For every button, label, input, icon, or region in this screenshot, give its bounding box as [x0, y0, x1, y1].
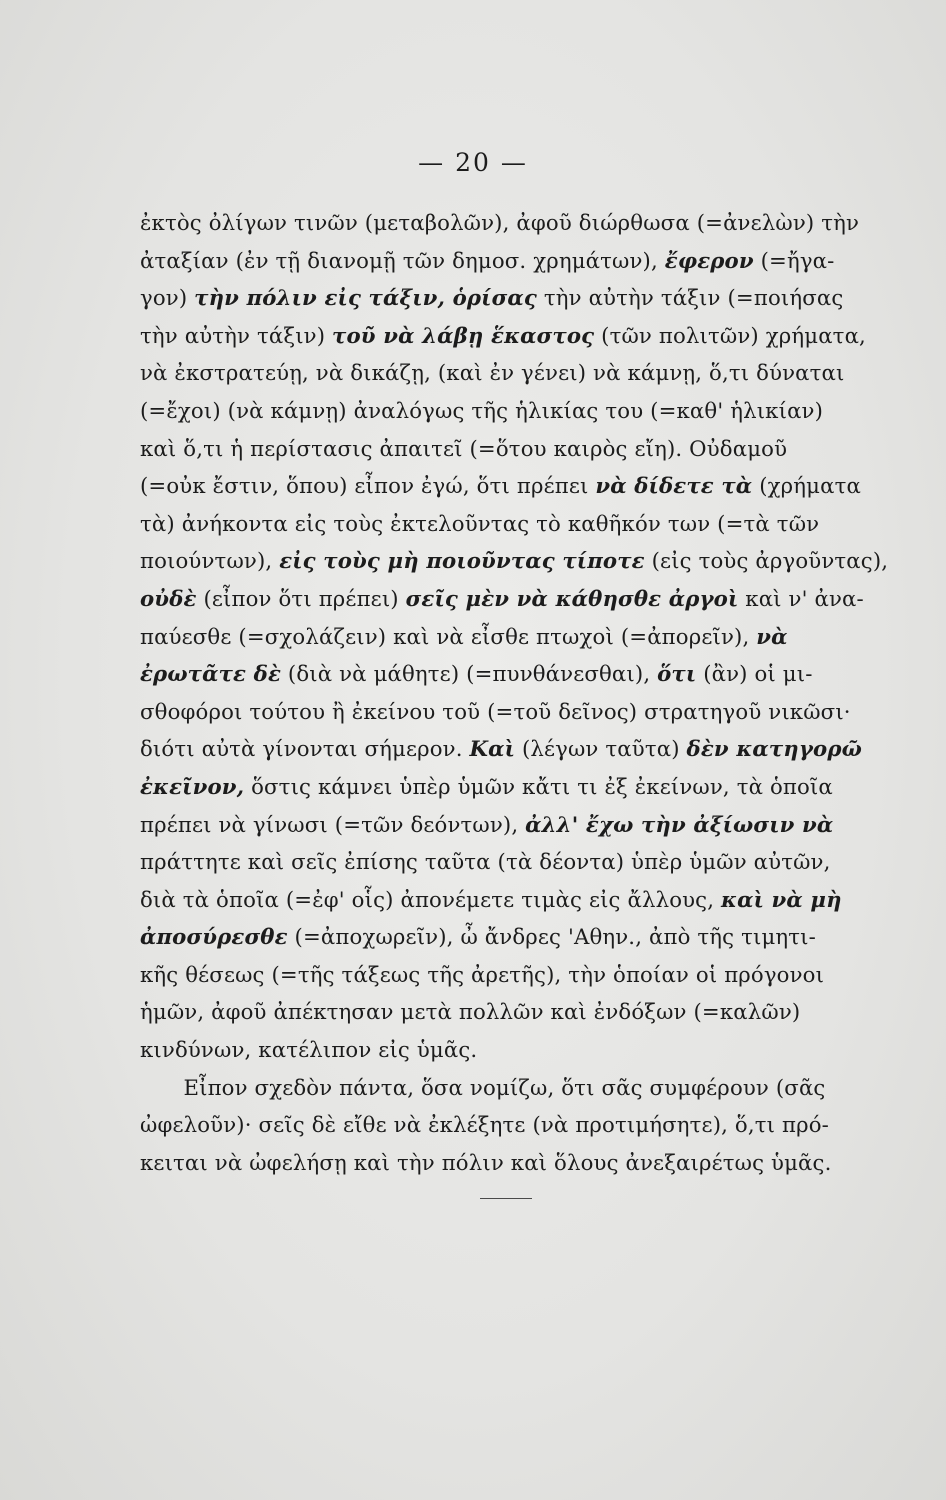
emphasized-text: τὴν πόλιν εἰς τάξιν, ὁρίσας: [194, 286, 537, 312]
emphasized-text: εἰς τοὺς μὴ ποιοῦντας τίποτε: [279, 549, 645, 575]
text-segment: νὰ ἐκστρατεύῃ, νὰ δικάζῃ, (καὶ ἐν γένει) νὰ κάμνῃ, ὅ,τι δύναται: [140, 361, 845, 387]
text-line: [140, 1032, 930, 1070]
text-segment: διὰ τὰ ὁποῖα (=ἐφ' οἷς) ἀπονέμετε τιμὰς εἰς ἄλλους,: [140, 887, 722, 913]
text-segment: καὶ ὅ,τι ἡ περίστασις ἀπαιτεῖ (=ὅτου καιρὸς εἴη). Οὐδαμοῦ: [140, 436, 788, 462]
text-segment: (=οὐκ ἔστιν, ὅπου) εἶπον ἐγώ, ὅτι πρέπει: [140, 474, 596, 500]
text-segment: κῆς θέσεως (=τῆς τάξεως τῆς ἀρετῆς), τὴν ὁποίαν οἱ πρόγονοι: [140, 962, 825, 988]
text-line: [140, 694, 930, 732]
text-segment: (εἰς τοὺς ἀργοῦντας),: [644, 549, 889, 575]
text-segment: τὴν αὐτὴν τάξιν (=ποιήσας: [536, 286, 844, 312]
text-line: [140, 957, 930, 995]
text-segment: διότι αὐτὰ γίνονται σήμερον.: [140, 737, 470, 763]
text-segment: (εἶπον ὅτι πρέπει): [196, 586, 406, 612]
text-line: [140, 882, 930, 920]
text-segment: τὰ) ἀνήκοντα εἰς τοὺς ἐκτελοῦντας τὸ καθῆκόν των (=τὰ τῶν: [140, 511, 820, 537]
text-segment: ὠφελοῦν)· σεῖς δὲ εἴθε νὰ ἐκλέξητε (νὰ προτιμήσητε), ὅ,τι πρό-: [140, 1113, 830, 1139]
end-divider: [480, 1198, 532, 1199]
text-line: [140, 468, 930, 506]
emphasized-text: ἀλλ' ἔχω τὴν ἀξίωσιν νὰ: [525, 812, 834, 838]
text-line: [140, 1070, 930, 1108]
text-segment: σθοφόροι τούτου ἢ ἐκείνου τοῦ (=τοῦ δεῖνος) στρατηγοῦ νικῶσι·: [140, 699, 851, 725]
emphasized-text: ἐρωτᾶτε δὲ: [140, 662, 282, 688]
text-line: [140, 1145, 930, 1183]
emphasized-text: δὲν κατηγορῶ: [686, 737, 863, 763]
body-text: [140, 205, 940, 1182]
emphasized-text: ὅτι: [657, 662, 697, 688]
emphasized-text: σεῖς μὲν νὰ κάθησθε ἀργοὶ: [405, 586, 739, 612]
text-line: [140, 1107, 930, 1145]
text-segment: καὶ ν' ἀνα-: [738, 586, 864, 612]
text-segment: (ἂν) οἱ μι-: [696, 662, 813, 688]
text-segment: (διὰ νὰ μάθητε) (=πυνθάνεσθαι),: [281, 662, 658, 688]
text-line: [140, 431, 930, 469]
text-segment: πρέπει νὰ γίνωσι (=τῶν δεόντων),: [140, 812, 526, 838]
text-segment: Εἶπον σχεδὸν πάντα, ὅσα νομίζω, ὅτι σᾶς συμφέρουν (σᾶς: [183, 1075, 826, 1101]
text-line: [140, 393, 930, 431]
text-line: [140, 506, 930, 544]
text-line: [140, 769, 930, 807]
emphasized-text: ἔφερον: [664, 248, 754, 274]
text-line: [140, 994, 930, 1032]
emphasized-text: τοῦ νὰ λάβῃ ἕκαστος: [332, 323, 595, 349]
emphasized-text: νὰ δίδετε τὰ: [595, 474, 753, 500]
text-segment: (=ἤγα-: [753, 248, 835, 274]
text-segment: ὅστις κάμνει ὑπὲρ ὑμῶν κἄτι τι ἐξ ἐκείνων, τὰ ὁποῖα: [244, 774, 833, 800]
emphasized-text: ἀποσύρεσθε: [140, 925, 288, 951]
text-segment: ἐκτὸς ὀλίγων τινῶν (μεταβολῶν), ἀφοῦ διώρθωσα (=ἀνελὼν) τὴν: [140, 211, 860, 236]
text-line: [140, 619, 930, 657]
text-segment: παύεσθε (=σχολάζειν) καὶ νὰ εἶσθε πτωχοὶ (=ἀπορεῖν),: [140, 624, 757, 650]
text-line: [140, 656, 930, 694]
text-line: [140, 543, 930, 581]
text-line: [140, 355, 930, 393]
text-segment: κινδύνων, κατέλιπον εἰς ὑμᾶς.: [140, 1038, 478, 1064]
text-segment: ποιούντων),: [140, 549, 280, 575]
text-line: [140, 243, 930, 281]
emphasized-text: καὶ νὰ μὴ: [721, 887, 842, 913]
text-line: [140, 581, 930, 619]
text-line: [140, 205, 930, 243]
text-line: [140, 844, 930, 882]
emphasized-text: Καὶ: [469, 737, 516, 763]
text-line: [140, 318, 930, 356]
emphasized-text: οὐδὲ: [140, 586, 197, 612]
emphasized-text: νὰ: [756, 624, 788, 650]
text-segment: (=ἔχοι) (νὰ κάμνῃ) ἀναλόγως τῆς ἡλικίας του (=καθ' ἡλικίαν): [140, 398, 824, 424]
text-segment: ἀταξίαν (ἐν τῇ διανομῇ τῶν δημοσ. χρημάτων),: [140, 248, 665, 274]
text-segment: πράττητε καὶ σεῖς ἐπίσης ταῦτα (τὰ δέοντα) ὑπὲρ ὑμῶν αὐτῶν,: [140, 850, 831, 876]
text-line: [140, 280, 930, 318]
text-segment: (=ἀποχωρεῖν), ὦ ἄνδρες 'Αθην., ἀπὸ τῆς τιμητι-: [287, 925, 816, 951]
text-line: [140, 731, 930, 769]
text-segment: κειται νὰ ὠφελήσῃ καὶ τὴν πόλιν καὶ ὅλους ἀνεξαιρέτως ὑμᾶς.: [140, 1150, 832, 1176]
emphasized-text: ἐκεῖνον,: [140, 774, 245, 800]
text-line: [140, 919, 930, 957]
text-segment: τὴν αὐτὴν τάξιν): [140, 323, 333, 349]
text-segment: (τῶν πολιτῶν) χρήματα,: [594, 323, 866, 349]
text-segment: (χρήματα: [752, 474, 861, 500]
text-segment: ἡμῶν, ἀφοῦ ἀπέκτησαν μετὰ πολλῶν καὶ ἐνδόξων (=καλῶν): [140, 1000, 801, 1026]
page-number: — 20 —: [418, 148, 528, 177]
text-segment: (λέγων ταῦτα): [515, 737, 687, 763]
text-segment: γον): [140, 286, 195, 312]
text-line: [140, 807, 930, 845]
